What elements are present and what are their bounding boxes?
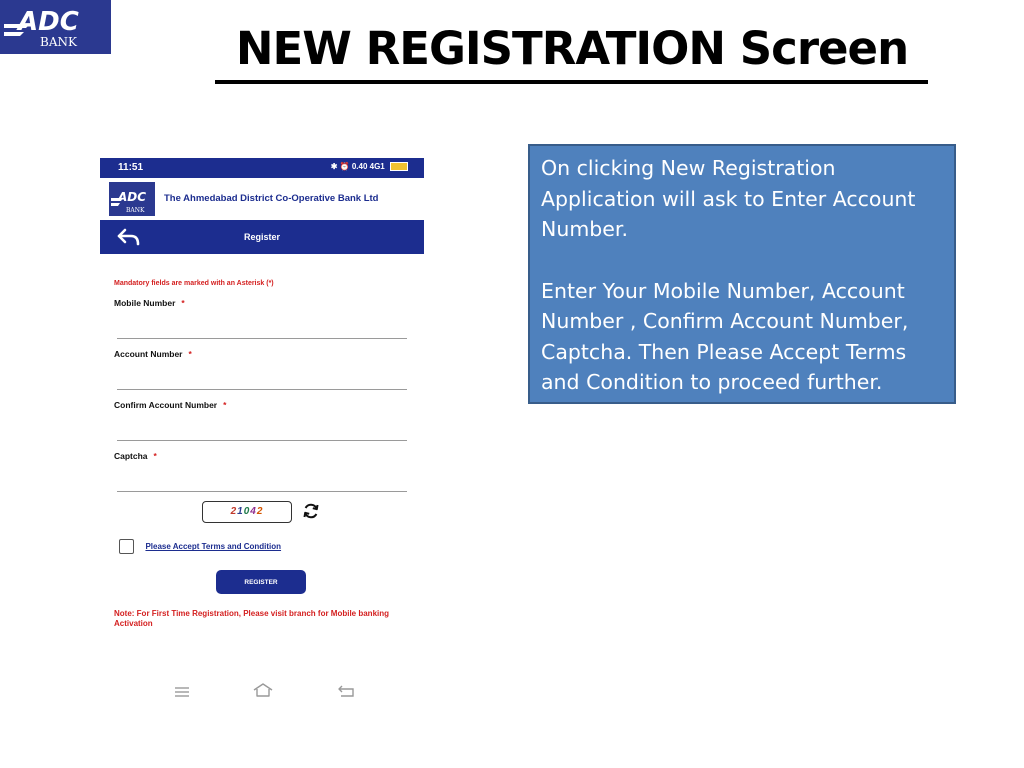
battery-icon [390, 162, 408, 171]
mobile-number-label: Mobile Number [114, 298, 176, 308]
status-time: 11:51 [118, 162, 144, 173]
refresh-icon[interactable] [302, 502, 320, 520]
mandatory-note: Mandatory fields are marked with an Asterisk (*) [114, 280, 274, 287]
captcha-digit: 1 [237, 506, 244, 517]
terms-link[interactable]: Please Accept Terms and Condition [145, 542, 282, 552]
logo-subtext: BANK [40, 35, 77, 49]
terms-row [119, 538, 281, 556]
status-icons: ✱ ⏰ 0.40 4G1 [330, 162, 385, 171]
captcha-digit: 2 [256, 506, 264, 517]
terms-checkbox[interactable] [119, 539, 134, 554]
android-nav-bar [150, 681, 365, 701]
captcha-label: Captcha [114, 451, 148, 461]
required-asterisk: * [223, 400, 227, 410]
info-callout [528, 144, 956, 404]
android-back-icon[interactable] [338, 684, 354, 702]
required-asterisk: * [188, 349, 192, 359]
field-label [114, 400, 226, 410]
confirm-account-number-input[interactable] [117, 426, 407, 441]
account-number-input[interactable] [117, 375, 407, 390]
required-asterisk: * [153, 451, 157, 461]
mobile-number-field [114, 298, 408, 338]
adc-bank-logo [0, 0, 111, 54]
field-label [114, 349, 192, 359]
account-number-label: Account Number [114, 349, 183, 359]
captcha-code [231, 506, 264, 517]
bank-logo-subtext: BANK [126, 207, 145, 214]
bank-logo [109, 182, 155, 216]
status-bar [100, 158, 424, 178]
bank-name: The Ahmedabad District Co-Operative Bank Ltd [164, 193, 379, 204]
logo-text: ADC [18, 7, 79, 37]
captcha-image [202, 501, 292, 523]
status-right [331, 162, 408, 171]
mobile-number-input[interactable] [117, 324, 407, 339]
slide-title-text: NEW REGISTRATION Screen [235, 22, 909, 75]
confirm-account-number-field [114, 400, 408, 440]
title-underline [215, 80, 928, 84]
menu-icon[interactable] [174, 685, 190, 703]
field-label [114, 451, 157, 461]
captcha-input[interactable] [117, 477, 407, 492]
account-number-field [114, 349, 408, 389]
register-button[interactable]: REGISTER [216, 570, 306, 594]
phone-screen [100, 158, 424, 675]
field-label [114, 298, 185, 308]
callout-paragraph-1: On clicking New Registration Application will ask to Enter Account Number. [541, 156, 916, 241]
app-nav-bar [100, 220, 424, 254]
slide-title [120, 22, 1024, 75]
captcha-digit: 4 [250, 506, 257, 517]
captcha-digit: 0 [243, 506, 251, 517]
required-asterisk: * [181, 298, 185, 308]
confirm-account-number-label: Confirm Account Number [114, 400, 218, 410]
registration-note: Note: For First Time Registration, Please visit branch for Mobile banking Activation [114, 609, 390, 628]
status-left [118, 162, 143, 173]
callout-paragraph-2: Enter Your Mobile Number, Account Number , Confirm Account Number, Captcha. Then Please Accept Terms and Condition to proceed further. [541, 278, 909, 394]
home-icon[interactable] [252, 683, 274, 702]
captcha-field [114, 451, 408, 491]
bank-header [100, 178, 424, 220]
nav-title: Register [243, 232, 280, 242]
bank-logo-text: ADC [118, 190, 147, 204]
captcha-digit: 2 [230, 506, 238, 517]
